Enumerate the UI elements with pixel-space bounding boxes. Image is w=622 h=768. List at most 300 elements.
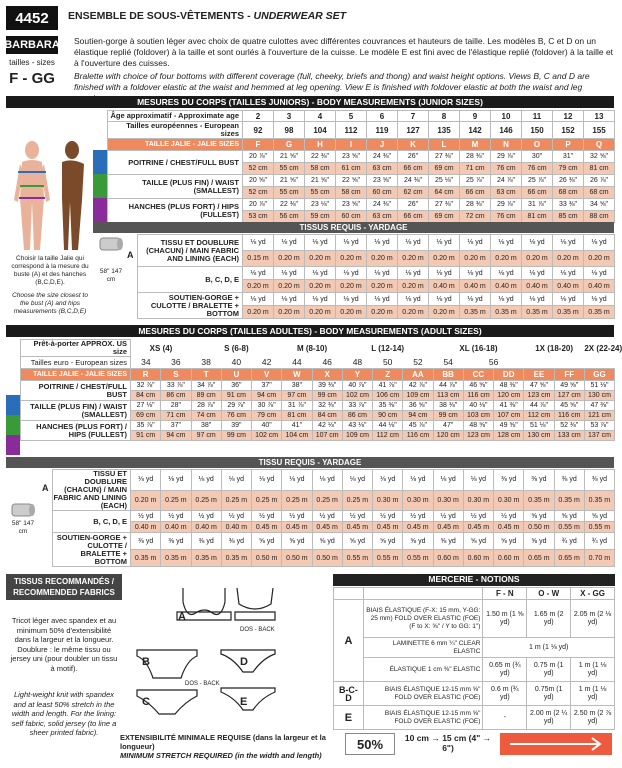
waist-in-cell: 32 ⅜" <box>312 401 342 411</box>
junior-yardage-title: TISSUS REQUIS - YARDAGE <box>93 222 614 233</box>
fab_a-in-cell: ⅛ yd <box>584 235 615 251</box>
fab_bcde-m-cell: 0.45 m <box>403 522 433 533</box>
table-row <box>334 588 615 600</box>
fab_set-in-cell: ⅛ yd <box>584 293 615 306</box>
jalie-size-cell: I <box>336 139 367 151</box>
euro-cell: 127 <box>398 122 429 139</box>
notions-item-label: BIAIS ÉLASTIQUE 12-15 mm ⅝" FOLD OVER ELASTIC (FOE) <box>363 682 483 706</box>
waist-cm-cell: 55 cm <box>305 187 336 199</box>
fab_set-in-cell: ¾ yd <box>554 533 584 550</box>
hips-cm-cell: 56 cm <box>274 211 305 223</box>
hips-in-cell: 39" <box>221 421 251 431</box>
chest-in-cell: 26" <box>398 151 429 163</box>
fab_a-m-cell: 0.25 m <box>342 490 372 511</box>
fab_set-in-cell: ⅝ yd <box>403 533 433 550</box>
fab_set-in-cell: ⅜ yd <box>161 533 191 550</box>
chest-label: POITRINE / CHEST/FULL BUST <box>108 151 243 175</box>
fab_a-m-cell: 0.20 m <box>367 251 398 267</box>
fab_bcde-m-cell: 0.45 m <box>342 522 372 533</box>
view-a-label: A <box>178 611 186 623</box>
fab_bcde-m-cell: 0.40 m <box>553 280 584 293</box>
euro-cell: 92 <box>243 122 274 139</box>
fab_set-in-cell: ⅜ yd <box>221 533 251 550</box>
table-row <box>108 199 615 211</box>
fab_bcde-in-cell: ⅛ yd <box>584 267 615 280</box>
chest-in-cell: 34 ⅞" <box>191 381 221 391</box>
fab_a-in-cell: ⅜ yd <box>554 470 584 491</box>
fab_set-m-cell: 0.65 m <box>554 550 584 567</box>
notions-value-cell: 1.65 m (2 yd) <box>527 600 571 638</box>
age-cell: 2 <box>243 111 274 122</box>
hips-in-cell: 52 ⅜" <box>554 421 584 431</box>
fab_bcde-m-cell: 0.40 m <box>429 280 460 293</box>
hips-cm-cell: 116 cm <box>403 431 433 441</box>
hips-in-cell: 20 ⅞" <box>243 199 274 211</box>
fab_bcde-m-cell: 0.55 m <box>554 522 584 533</box>
fab_bcde-in-cell: ½ yd <box>342 511 372 522</box>
fab_a-m-cell: 0.20 m <box>553 251 584 267</box>
fab_set-label: SOUTIEN-GORGE + CULOTTE / BRALETTE + BOTTOM <box>53 533 131 567</box>
fab_a-in-cell: ⅛ yd <box>367 235 398 251</box>
fab_a-in-cell: ⅜ yd <box>584 470 614 491</box>
euro-cell: 150 <box>522 122 553 139</box>
jalie-size-cell: AA <box>403 369 433 381</box>
euro-cell: 152 <box>553 122 584 139</box>
hips-cm-cell: 76 cm <box>491 211 522 223</box>
waist-cm-cell: 94 cm <box>403 411 433 421</box>
fab_a-in-cell: ⅛ yd <box>221 470 251 491</box>
hips-cm-cell: 59 cm <box>305 211 336 223</box>
fab_bcde-in-cell: ½ yd <box>373 511 403 522</box>
fab_set-in-cell: ⅛ yd <box>491 293 522 306</box>
fab_set-in-cell: ¾ yd <box>584 533 614 550</box>
hips-label: HANCHES (PLUS FORT) / HIPS (FULLEST) <box>108 199 243 223</box>
notions-col-header: F - N <box>483 588 527 600</box>
chest-cm-cell: 99 cm <box>312 391 342 401</box>
fab_bcde-label: B, C, D, E <box>138 267 243 293</box>
hips-in-cell: 48 ⅝" <box>463 421 493 431</box>
junior-yardage-table <box>137 234 615 319</box>
fab_bcde-in-cell: ⅝ yd <box>524 511 554 522</box>
waist-cm-cell: 64 cm <box>429 187 460 199</box>
jalie-size-cell: Z <box>373 369 403 381</box>
fab_set-m-cell: 0.60 m <box>463 550 493 567</box>
jalie-size-cell: O <box>522 139 553 151</box>
jalie-size-cell: GG <box>584 369 614 381</box>
age-cell: 11 <box>522 111 553 122</box>
chest-in-cell: 20 ⅞" <box>243 151 274 163</box>
chest-in-cell: 46 ⅝" <box>463 381 493 391</box>
hips-in-cell: 37" <box>161 421 191 431</box>
hips-cm-cell: 130 cm <box>524 431 554 441</box>
fab_a-m-cell: 0.25 m <box>252 490 282 511</box>
notions-value-cell: 0.75 m (1 yd) <box>527 658 571 682</box>
fab_bcde-m-cell: 0.20 m <box>274 280 305 293</box>
hips-cm-cell: 85 cm <box>553 211 584 223</box>
fab_set-in-cell: ⅛ yd <box>429 293 460 306</box>
jalie-size-cell: M <box>460 139 491 151</box>
waist-cm-cell: 52 cm <box>243 187 274 199</box>
fab_set-in-cell: ⅛ yd <box>553 293 584 306</box>
min-stretch-label: EXTENSIBILITÉ MINIMALE REQUISE (dans la largeur et la longueur) MINIMUM STRETCH REQUIRED (in the width and length) <box>120 733 326 760</box>
notions-table <box>333 587 615 730</box>
fab_a-in-cell: ⅛ yd <box>460 235 491 251</box>
fab_bcde-m-cell: 0.40 m <box>131 522 161 533</box>
fab_a-in-cell: ⅛ yd <box>398 235 429 251</box>
table-row <box>53 470 615 491</box>
fab_a-m-cell: 0.20 m <box>522 251 553 267</box>
fab_set-in-cell: ⅝ yd <box>494 533 524 550</box>
jalie-size-cell: FF <box>554 369 584 381</box>
fab_set-m-cell: 0.20 m <box>398 306 429 319</box>
fab_bcde-in-cell: ⅛ yd <box>243 267 274 280</box>
fab_set-in-cell: ⅛ yd <box>367 293 398 306</box>
waist-in-cell: 28 ⅞" <box>191 401 221 411</box>
fab_bcde-m-cell: 0.20 m <box>243 280 274 293</box>
fab_a-m-cell: 0.30 m <box>373 490 403 511</box>
fab_a-m-cell: 0.20 m <box>336 251 367 267</box>
fab_a-in-cell: ⅛ yd <box>274 235 305 251</box>
hips-cm-cell: 104 cm <box>282 431 312 441</box>
jalie-label: TAILLE JALIE - JALIE SIZES <box>21 369 131 381</box>
chest-in-cell: 21 ⅝" <box>274 151 305 163</box>
waist-in-cell: 21 ⅝" <box>274 175 305 187</box>
waist-in-cell: 38 ⅜" <box>433 401 463 411</box>
hips-in-cell: 28 ⅜" <box>460 199 491 211</box>
fab_a-m-cell: 0.20 m <box>460 251 491 267</box>
fab_set-in-cell: ⅛ yd <box>274 293 305 306</box>
chest-in-cell: 37" <box>252 381 282 391</box>
jalie-size-cell: Y <box>342 369 372 381</box>
waist-cm-cell: 84 cm <box>312 411 342 421</box>
rtw-size-cell: M (8-10) <box>296 343 328 353</box>
rtw-size-cell: S (6-8) <box>224 343 249 353</box>
table-row <box>53 490 615 511</box>
fab_bcde-in-cell: ⅝ yd <box>584 511 614 522</box>
hips-cm-cell: 60 cm <box>336 211 367 223</box>
euro-cell: 38 <box>191 357 221 369</box>
table-row <box>108 175 615 187</box>
fab_set-m-cell: 0.70 m <box>584 550 614 567</box>
chest-cm-cell: 76 cm <box>491 163 522 175</box>
fab_bcde-in-cell: ½ yd <box>433 511 463 522</box>
fab_a-m-cell: 0.25 m <box>312 490 342 511</box>
waist-in-cell: 35 ⅜" <box>373 401 403 411</box>
waist-in-cell: 26 ⅜" <box>553 175 584 187</box>
fab_set-in-cell: ⅝ yd <box>282 533 312 550</box>
jalie-size-cell: W <box>282 369 312 381</box>
fab_a-m-cell: 0.25 m <box>221 490 251 511</box>
waist-cm-cell: 99 cm <box>433 411 463 421</box>
chest-in-cell: 24 ⅜" <box>367 151 398 163</box>
hips-in-cell: 42 ⅛" <box>312 421 342 431</box>
waist-cm-cell: 71 cm <box>161 411 191 421</box>
euro-cell: 56 <box>463 357 524 369</box>
hips-cm-cell: 69 cm <box>429 211 460 223</box>
waist-in-cell: 31 ⅞" <box>282 401 312 411</box>
waist-cm-cell: 63 cm <box>491 187 522 199</box>
jalie-size-cell: N <box>491 139 522 151</box>
garment-views-illustration <box>125 580 330 730</box>
min-stretch-percent: 50% <box>345 733 395 755</box>
fab_a-m-cell: 0.25 m <box>282 490 312 511</box>
fab_a-m-cell: 0.20 m <box>584 251 615 267</box>
fab_bcde-in-cell: ⅛ yd <box>367 267 398 280</box>
notions-value-cell: 2.05 m (2 ⅛ yd) <box>571 600 615 638</box>
waist-in-cell: 24 ⅞" <box>491 175 522 187</box>
euro-cell: 142 <box>460 122 491 139</box>
rtw-size-cell: 2X (22-24) <box>584 343 622 353</box>
hips-cm-cell: 53 cm <box>243 211 274 223</box>
chest-cm-cell: 123 cm <box>524 391 554 401</box>
waist-cm-cell: 90 cm <box>373 411 403 421</box>
fab_a-in-cell: ⅛ yd <box>463 470 493 491</box>
junior-fabric-width: 58" 147 cm <box>99 268 123 283</box>
hips-in-cell: 49 ⅝" <box>494 421 524 431</box>
hips-in-cell: 43 ⅛" <box>342 421 372 431</box>
fab_bcde-in-cell: ⅛ yd <box>429 267 460 280</box>
fab_a-in-cell: ⅛ yd <box>161 470 191 491</box>
hips-in-cell: 24 ⅜" <box>367 199 398 211</box>
hips-cm-cell: 97 cm <box>191 431 221 441</box>
fab_set-m-cell: 0.20 m <box>336 306 367 319</box>
fab_set-m-cell: 0.60 m <box>494 550 524 567</box>
pattern-number: 4452 <box>6 6 58 30</box>
hips-in-cell: 26" <box>398 199 429 211</box>
waist-in-cell: 22 ⅝" <box>336 175 367 187</box>
euro-cell: 42 <box>252 357 282 369</box>
junior-title: MESURES DU CORPS (TAILLES JUNIORS) - BODY MEASUREMENTS (JUNIOR SIZES) <box>6 96 614 108</box>
chest-cm-cell: 130 cm <box>584 391 614 401</box>
fab_set-in-cell: ⅝ yd <box>312 533 342 550</box>
chest-cm-cell: 120 cm <box>494 391 524 401</box>
fab_bcde-m-cell: 0.45 m <box>373 522 403 533</box>
fab_bcde-m-cell: 0.20 m <box>336 280 367 293</box>
fab_bcde-m-cell: 0.40 m <box>191 522 221 533</box>
jalie-size-cell: H <box>305 139 336 151</box>
jalie-size-cell: X <box>312 369 342 381</box>
hips-cm-cell: 99 cm <box>221 431 251 441</box>
hips-cm-cell: 63 cm <box>367 211 398 223</box>
notions-value-cell: 0.75m (1 yd) <box>527 682 571 706</box>
chest-cm-cell: 66 cm <box>398 163 429 175</box>
chest-cm-cell: 97 cm <box>282 391 312 401</box>
fab_a-m-cell: 0.35 m <box>554 490 584 511</box>
rtw-size-cell: L (12-14) <box>371 343 405 353</box>
fab_a-in-cell: ⅛ yd <box>312 470 342 491</box>
hips-cm-cell: 120 cm <box>433 431 463 441</box>
chest-in-cell: 29 ⅞" <box>491 151 522 163</box>
fabric-roll-icon <box>98 234 124 254</box>
waist-in-cell: 44 ⅞" <box>524 401 554 411</box>
hips-in-cell: 35 ⅞" <box>131 421 161 431</box>
fab_a-in-cell: ⅛ yd <box>373 470 403 491</box>
table-row <box>334 600 615 638</box>
fab_set-m-cell: 0.35 m <box>191 550 221 567</box>
hips-cm-cell: 91 cm <box>131 431 161 441</box>
chest-cm-cell: 63 cm <box>367 163 398 175</box>
fab_set-label: SOUTIEN-GORGE + CULOTTE / BRALETTE + BOTTOM <box>138 293 243 319</box>
notions-item-label: LAMINETTE 6 mm ¼" CLEAR ELASTIC <box>363 638 483 658</box>
fab_a-in-cell: ⅛ yd <box>282 470 312 491</box>
waist-in-cell: 21 ⅝" <box>305 175 336 187</box>
fab_bcde-m-cell: 0.20 m <box>305 280 336 293</box>
fab_set-in-cell: ⅜ yd <box>191 533 221 550</box>
fab_a-in-cell: ⅛ yd <box>553 235 584 251</box>
waist-cm-cell: 68 cm <box>584 187 615 199</box>
fab_bcde-in-cell: ⅛ yd <box>398 267 429 280</box>
fab_set-m-cell: 0.20 m <box>243 306 274 319</box>
fab_a-m-cell: 0.30 m <box>403 490 433 511</box>
fab_bcde-in-cell: ½ yd <box>131 511 161 522</box>
fab_bcde-m-cell: 0.45 m <box>494 522 524 533</box>
chest-cm-cell: 52 cm <box>243 163 274 175</box>
chest-cm-cell: 89 cm <box>191 391 221 401</box>
table-row <box>334 682 615 706</box>
view-d-label: D <box>240 656 248 668</box>
waist-in-cell: 27 ⅛" <box>131 401 161 411</box>
chest-in-cell: 47 ⅝" <box>524 381 554 391</box>
age-cell: 10 <box>491 111 522 122</box>
description-en: Bralette with choice of four bottoms with different coverage (full, cheeky, briefs and thong) and waist height options. Views B, C and D are finished with a foldover elastic at the waist and hemmed at leg opening. View E is finished with foldover elastic at both the waist and leg <box>74 71 590 92</box>
waist-cm-cell: 112 cm <box>524 411 554 421</box>
chest-cm-cell: 94 cm <box>252 391 282 401</box>
euro-cell: 119 <box>367 122 398 139</box>
fab_bcde-in-cell: ⅛ yd <box>305 267 336 280</box>
waist-cm-cell: 68 cm <box>553 187 584 199</box>
hips-in-cell: 41" <box>282 421 312 431</box>
description-fr: Soutien-gorge à soutien léger avec choix de quatre culottes avec différentes couvrances et hauteurs de taille. Les modèles B, C et D on un élastique replié (foldover) à la taille et sont ourlés à l'ouverture de la cuisse. Le modèle E est fini avec de l'élastique replié (foldover) à la taille et à l'ouverture des cuisses. <box>74 36 614 68</box>
jalie-size-cell: K <box>398 139 429 151</box>
fab_a-m-cell: 0.25 m <box>191 490 221 511</box>
waist-in-cell: 23 ⅝" <box>367 175 398 187</box>
fab_bcde-m-cell: 0.40 m <box>460 280 491 293</box>
euro-label: Tailles européennes - European sizes <box>108 122 243 139</box>
waist-cm-cell: 81 cm <box>282 411 312 421</box>
hips-in-cell: 44 ⅛" <box>373 421 403 431</box>
fab_a-m-cell: 0.15 m <box>243 251 274 267</box>
fab_set-m-cell: 0.50 m <box>252 550 282 567</box>
sizes-range: F - GG <box>9 70 55 87</box>
age-cell: 4 <box>305 111 336 122</box>
view-c-label: C <box>142 696 150 708</box>
notions-item-label: BIAIS ÉLASTIQUE (F-X: 15 mm, Y-GG: 25 mm) FOLD OVER ELASTIC (FOE) (F to X: ⅝" / Y to GG: 1") <box>363 600 483 638</box>
jalie-size-cell: R <box>131 369 161 381</box>
fab_bcde-in-cell: ½ yd <box>463 511 493 522</box>
fab_a-m-cell: 0.35 m <box>584 490 614 511</box>
waist-cm-cell: 121 cm <box>584 411 614 421</box>
hips-in-cell: 33 ⅜" <box>553 199 584 211</box>
jalie-size-cell: Q <box>584 139 615 151</box>
hips-cm-cell: 123 cm <box>463 431 493 441</box>
table-row <box>53 522 615 533</box>
table-row <box>53 533 615 550</box>
age-cell: 3 <box>274 111 305 122</box>
view-b-label: B <box>142 656 150 668</box>
fab_set-m-cell: 0.35 m <box>584 306 615 319</box>
jalie-label: TAILLE JALIE - JALIE SIZES <box>108 139 243 151</box>
waist-cm-cell: 76 cm <box>221 411 251 421</box>
waist-cm-cell: 62 cm <box>398 187 429 199</box>
table-row <box>53 550 615 567</box>
table-row <box>21 421 615 431</box>
fab_set-in-cell: ⅝ yd <box>524 533 554 550</box>
euro-cell: 50 <box>373 357 403 369</box>
fab_bcde-m-cell: 0.45 m <box>252 522 282 533</box>
fab_set-in-cell: ⅝ yd <box>342 533 372 550</box>
table-row <box>21 369 615 381</box>
chest-in-cell: 30" <box>522 151 553 163</box>
hips-cm-cell: 112 cm <box>373 431 403 441</box>
recommended-fabrics-en: Light-weight knit with spandex and at least 50% stretch in the width and length. For the lining: self fabric, solid jersey (to line a sheer printed fabric). <box>11 690 117 737</box>
chest-cm-cell: 91 cm <box>221 391 251 401</box>
fab_bcde-m-cell: 0.45 m <box>312 522 342 533</box>
chest-cm-cell: 84 cm <box>131 391 161 401</box>
chest-cm-cell: 109 cm <box>403 391 433 401</box>
junior-view-a-label: A <box>127 250 134 260</box>
age-cell: 7 <box>398 111 429 122</box>
hips-cm-cell: 133 cm <box>554 431 584 441</box>
jalie-size-cell: DD <box>494 369 524 381</box>
euro-cell: 98 <box>274 122 305 139</box>
fab_a-in-cell: ⅛ yd <box>491 235 522 251</box>
fab_set-m-cell: 0.20 m <box>367 306 398 319</box>
fab_set-m-cell: 0.20 m <box>429 306 460 319</box>
chest-in-cell: 51 ⅛" <box>584 381 614 391</box>
recommended-fabrics-fr: Tricot léger avec spandex et au minimum 50% d'extensibilité dans la largeur et la longueur. Doublure : le même tissu ou jersey uni (pour doubler un tissu à motif). <box>10 616 118 673</box>
age-cell: 12 <box>553 111 584 122</box>
fab_bcde-in-cell: ½ yd <box>494 511 524 522</box>
notions-item-label: BIAIS ÉLASTIQUE 12-15 mm ⅝" FOLD OVER ELASTIC (FOE) <box>363 706 483 730</box>
hips-in-cell: 38" <box>191 421 221 431</box>
fab_bcde-in-cell: ⅛ yd <box>274 267 305 280</box>
waist-in-cell: 26 ⅞" <box>584 175 615 187</box>
pattern-name: BARBARA <box>6 36 58 54</box>
chest-in-cell: 32 ⅞" <box>131 381 161 391</box>
euro-cell: 135 <box>429 122 460 139</box>
waist-cm-cell: 103 cm <box>463 411 493 421</box>
fab_a-in-cell: ⅛ yd <box>433 470 463 491</box>
notions-item-label: ÉLASTIQUE 1 cm ⅜" ELASTIC <box>363 658 483 682</box>
chest-cm-cell: 81 cm <box>584 163 615 175</box>
table-row <box>138 293 615 306</box>
hips-cm-cell: 102 cm <box>252 431 282 441</box>
hips-in-cell: 53 ⅞" <box>584 421 614 431</box>
waist-cm-cell: 66 cm <box>522 187 553 199</box>
choose-size-en: Choose the size closest to the bust (A) and hips measurements (B,C,D,E) <box>12 292 88 315</box>
waist-in-cell: 25 ⅞" <box>460 175 491 187</box>
chest-cm-cell: 61 cm <box>336 163 367 175</box>
adult-fabric-width: 58" 147 cm <box>11 520 35 535</box>
chest-in-cell: 32 ⅝" <box>584 151 615 163</box>
waist-in-cell: 29 ⅞" <box>221 401 251 411</box>
hips-in-cell: 47" <box>433 421 463 431</box>
sizes-label: tailles - sizes <box>9 58 55 67</box>
euro-cell: 155 <box>584 122 615 139</box>
chest-in-cell: 23 ⅝" <box>336 151 367 163</box>
fab_bcde-in-cell: ⅝ yd <box>554 511 584 522</box>
age-cell: 6 <box>367 111 398 122</box>
jalie-size-cell: F <box>243 139 274 151</box>
notions-value-cell: 1 m (1 ⅛ yd) <box>571 658 615 682</box>
waist-in-cell: 25 ⅞" <box>522 175 553 187</box>
fab_a-in-cell: ⅛ yd <box>336 235 367 251</box>
fab_bcde-in-cell: ½ yd <box>282 511 312 522</box>
waist-in-cell: 30 ⅞" <box>252 401 282 411</box>
notions-value-cell: 1 m (1 ⅛ yd) <box>483 638 615 658</box>
waist-cm-cell: 116 cm <box>554 411 584 421</box>
fab_set-in-cell: ⅛ yd <box>522 293 553 306</box>
